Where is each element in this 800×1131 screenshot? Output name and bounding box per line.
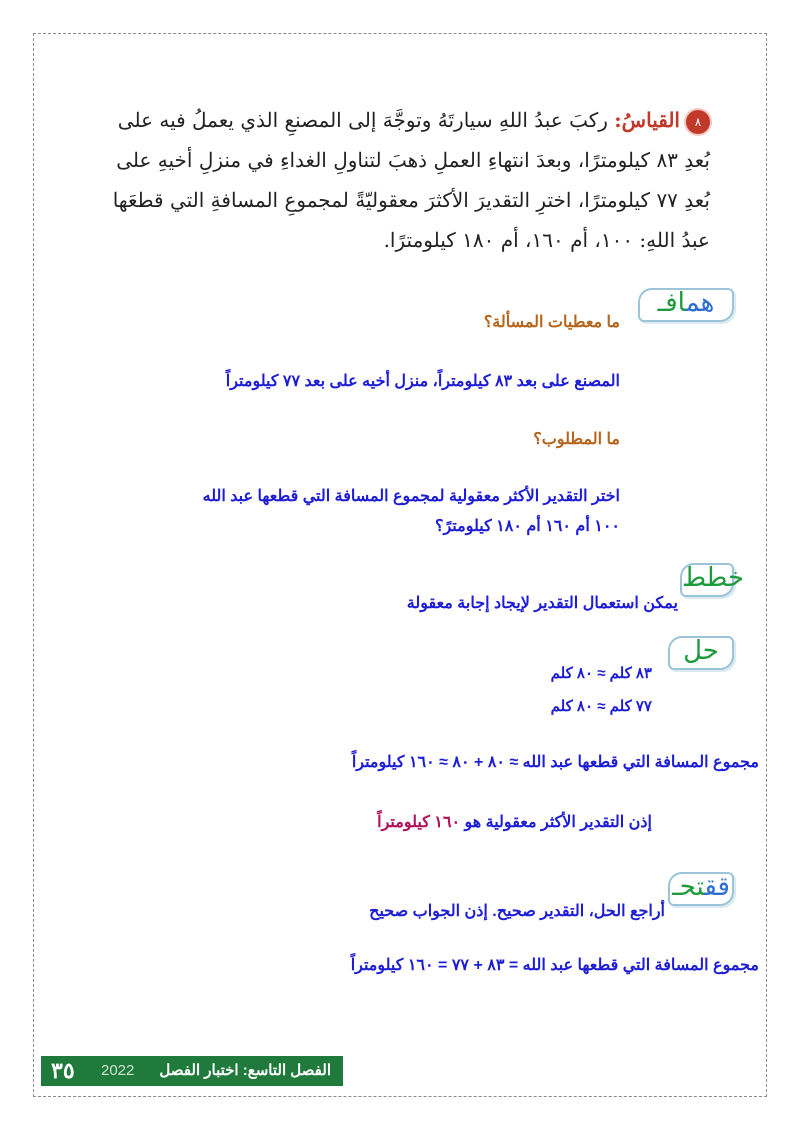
plan-step-badge [680,563,745,597]
check-text: أراجع الحل، التقدير صحيح. إذن الجواب صحيح [369,903,665,920]
solve-sum: مجموع المسافة التي قطعها عبد الله ≈ ٨٠ + ٨٠ ≈ ١٦٠ كيلومتراً [351,754,759,771]
conclusion-prefix: إذن التقدير الأكثر معقولية هو [464,814,652,831]
conclusion-value: ١٦٠ كيلومتراً [377,814,461,831]
answer-required-line1: اختر التقدير الأكثر معقولية لمجموع المسافة التي قطعها عبد الله [202,488,620,505]
question-number-badge: ٨ [686,110,710,134]
understand-step-badge [638,288,734,322]
solve-badge-text: حل [683,636,719,666]
problem-statement [110,100,710,260]
understand-badge-part-a: افـ [657,288,686,318]
check-sum: مجموع المسافة التي قطعها عبد الله = ٨٣ + ٧٧ = ١٦٠ كيلومتراً [350,957,759,974]
plan-badge-text: خطط [682,563,745,593]
page-number: ٣٥ [51,1058,75,1083]
question-givens: ما معطيات المسألة؟ [483,314,620,331]
solve-step-badge [668,636,734,670]
check-step-badge [668,872,734,906]
understand-badge-part-b: هم [685,288,715,318]
question-required: ما المطلوب؟ [533,431,620,448]
solve-line-1: ٨٣ كلم ≈ ٨٠ كلم [550,665,652,682]
solve-line-2: ٧٧ كلم ≈ ٨٠ كلم [550,698,652,715]
plan-text: يمكن استعمال التقدير لإيجاد إجابة معقولة [406,595,678,612]
answer-required-line2: ١٠٠ أم ١٦٠ أم ١٨٠ كيلومترً؟ [434,518,620,535]
check-badge-part-b: قق [704,872,730,902]
footer-watermark: 2022 [101,1062,135,1079]
answer-givens: المصنع على بعد ٨٣ كيلومتراً، منزل أخيه على بعد ٧٧ كيلومتراً [225,373,620,390]
question-topic-label: القياسُ: [614,108,680,132]
chapter-footer [41,1056,343,1086]
check-badge-part-a: تحـ [672,872,705,902]
solve-conclusion [377,812,652,832]
footer-chapter-title: الفصل التاسع: اختبار الفصل [159,1062,331,1079]
problem-text: ركبَ عبدُ اللهِ سيارتَهُ وتوجَّهَ إلى المصنعِ الذي يعملُ فيه على بُعدِ ٨٣ كيلومترًا، وبعدَ انتهاءِ العملِ ذهبَ لتناولِ الغداءِ في منزلِ أخيهِ على بُعدِ ٧٧ كيلومترًا، اخترِ التقديرَ الأكثرَ معقوليّةً لمجموعِ المسافةِ التي قطعَها عبدُ اللهِ: ١٠٠، أم ١٦٠، أم ١٨٠ كيلومترًا. [112,108,710,252]
